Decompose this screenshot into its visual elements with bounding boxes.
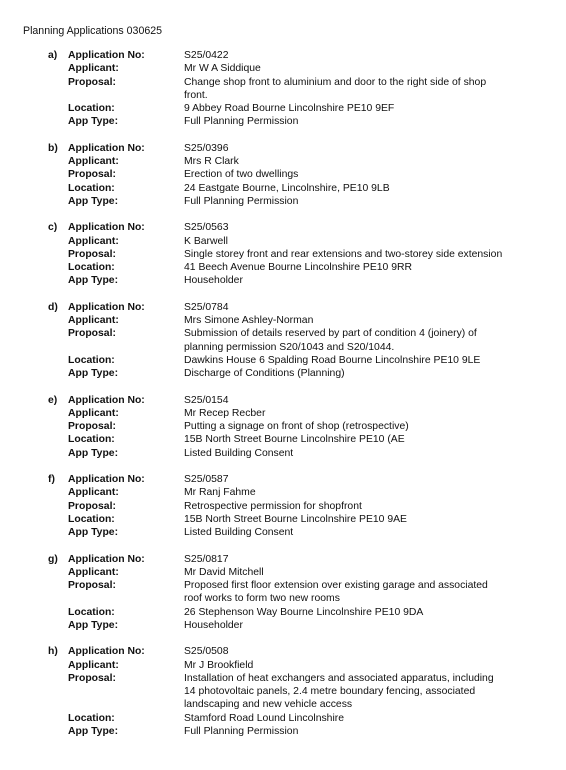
applicant-label: Applicant: (68, 156, 119, 168)
proposal-value (184, 248, 529, 261)
location-row (0, 182, 566, 195)
location-value: 24 Eastgate Bourne, Lincolnshire, PE10 9LB (184, 182, 390, 194)
proposal-row (0, 327, 566, 354)
location-value: Stamford Road Lound Lincolnshire (184, 712, 344, 724)
applicant-value: Mr David Mitchell (184, 566, 264, 578)
application-entry (0, 221, 566, 287)
application-number-value: S25/0422 (184, 50, 229, 61)
application-number-value: S25/0396 (184, 142, 229, 154)
application-number-row (0, 301, 566, 314)
proposal-line: Change shop front to aluminium and door to the right side of shop (184, 76, 487, 88)
applicant-row (0, 486, 566, 499)
application-number-row (0, 394, 566, 407)
application-number-label: Application No: (68, 553, 145, 565)
proposal-line: 14 photovoltaic panels, 2.4 metre boundary fencing, associated (184, 686, 476, 698)
application-number-label: Application No: (68, 142, 145, 154)
application-number-row (0, 553, 566, 566)
proposal-line: front. (184, 89, 208, 101)
applicant-label: Applicant: (68, 235, 119, 247)
location-label: Location: (68, 606, 115, 618)
document-title: Planning Applications 030625 (23, 25, 163, 37)
application-entry (0, 301, 566, 381)
app-type-label: App Type: (68, 275, 119, 287)
location-label: Location: (68, 354, 115, 366)
location-value: Dawkins House 6 Spalding Road Bourne Lincolnshire PE10 9LE (184, 354, 481, 366)
application-entry (0, 142, 566, 208)
application-number-value: S25/0154 (184, 394, 229, 406)
proposal-line: Installation of heat exchangers and associated apparatus, including (184, 672, 494, 684)
proposal-label: Proposal: (68, 328, 116, 340)
proposal-label: Proposal: (68, 672, 116, 684)
entry-letter: a) (48, 50, 58, 61)
location-row (0, 513, 566, 526)
location-value: 26 Stephenson Way Bourne Lincolnshire PE10 9DA (184, 606, 424, 618)
applicant-value: Mr J Brookfield (184, 659, 254, 671)
proposal-line: Erection of two dwellings (184, 169, 299, 181)
app-type-row (0, 526, 566, 539)
application-number-row (0, 473, 566, 486)
application-number-value: S25/0587 (184, 474, 229, 486)
applicant-label: Applicant: (68, 566, 119, 578)
location-value: 41 Beech Avenue Bourne Lincolnshire PE10 9RR (184, 262, 412, 274)
entry-letter: g) (48, 553, 58, 565)
app-type-value: Householder (184, 275, 243, 287)
app-type-label: App Type: (68, 527, 119, 539)
app-type-row (0, 195, 566, 208)
proposal-label: Proposal: (68, 248, 116, 260)
app-type-row (0, 619, 566, 632)
location-label: Location: (68, 103, 115, 115)
entry-letter: h) (48, 646, 58, 658)
applications-list (0, 49, 566, 751)
location-row (0, 102, 566, 115)
app-type-row (0, 274, 566, 287)
applicant-value: Mrs R Clark (184, 156, 239, 168)
location-value: 9 Abbey Road Bourne Lincolnshire PE10 9EF (184, 103, 395, 115)
applicant-label: Applicant: (68, 407, 119, 419)
location-label: Location: (68, 262, 115, 274)
applicant-value: Mr Ranj Fahme (184, 487, 256, 499)
location-label: Location: (68, 712, 115, 724)
applicant-label: Applicant: (68, 487, 119, 499)
location-label: Location: (68, 513, 115, 525)
proposal-value (184, 500, 529, 513)
application-number-value: S25/0508 (184, 646, 229, 658)
proposal-line: landscaping and new vehicle access (184, 699, 353, 711)
applicant-row (0, 659, 566, 672)
application-entry (0, 49, 566, 129)
proposal-label: Proposal: (68, 76, 116, 88)
location-value: 15B North Street Bourne Lincolnshire PE10 (AE (184, 434, 405, 446)
proposal-row (0, 579, 566, 606)
app-type-label: App Type: (68, 726, 119, 738)
entry-letter: c) (48, 222, 58, 234)
proposal-line: Proposed first floor extension over existing garage and associated (184, 580, 488, 592)
entry-letter: e) (48, 394, 58, 406)
app-type-label: App Type: (68, 116, 119, 128)
applicant-row (0, 566, 566, 579)
proposal-value (184, 420, 529, 433)
proposal-value (184, 579, 529, 606)
application-entry (0, 394, 566, 460)
applicant-row (0, 62, 566, 75)
application-entry (0, 553, 566, 633)
app-type-label: App Type: (68, 447, 119, 459)
application-number-row (0, 49, 566, 62)
app-type-value: Listed Building Consent (184, 447, 294, 459)
entry-letter: b) (48, 142, 58, 154)
applicant-value: Mr W A Siddique (184, 63, 261, 75)
proposal-value (184, 76, 529, 103)
application-number-label: Application No: (68, 394, 145, 406)
application-entry (0, 473, 566, 539)
application-number-value: S25/0784 (184, 301, 229, 313)
proposal-row (0, 672, 566, 712)
location-row (0, 606, 566, 619)
location-row (0, 712, 566, 725)
application-entry (0, 645, 566, 738)
proposal-label: Proposal: (68, 500, 116, 512)
application-number-label: Application No: (68, 301, 145, 313)
applicant-value: Mr Recep Recber (184, 407, 266, 419)
application-number-row (0, 645, 566, 658)
app-type-value: Full Planning Permission (184, 195, 299, 207)
applicant-row (0, 155, 566, 168)
proposal-line: roof works to form two new rooms (184, 593, 340, 605)
app-type-row (0, 115, 566, 128)
app-type-row (0, 447, 566, 460)
app-type-row (0, 367, 566, 380)
proposal-line: Putting a signage on front of shop (retrospective) (184, 421, 409, 433)
app-type-label: App Type: (68, 195, 119, 207)
proposal-value (184, 672, 529, 712)
location-row (0, 433, 566, 446)
proposal-line: Submission of details reserved by part of condition 4 (joinery) of (184, 328, 477, 340)
application-number-label: Application No: (68, 474, 145, 486)
applicant-row (0, 314, 566, 327)
entry-letter: f) (48, 474, 55, 486)
proposal-row (0, 168, 566, 181)
location-row (0, 261, 566, 274)
application-number-row (0, 142, 566, 155)
proposal-line: Retrospective permission for shopfront (184, 500, 362, 512)
proposal-label: Proposal: (68, 169, 116, 181)
proposal-label: Proposal: (68, 421, 116, 433)
entry-letter: d) (48, 301, 58, 313)
applicant-label: Applicant: (68, 315, 119, 327)
app-type-value: Full Planning Permission (184, 116, 299, 128)
app-type-value: Householder (184, 619, 243, 631)
app-type-label: App Type: (68, 368, 119, 380)
proposal-row (0, 248, 566, 261)
applicant-value: K Barwell (184, 235, 228, 247)
app-type-row (0, 725, 566, 738)
location-label: Location: (68, 182, 115, 194)
applicant-label: Applicant: (68, 659, 119, 671)
proposal-line: planning permission S20/1043 and S20/1044. (184, 341, 395, 353)
proposal-row (0, 500, 566, 513)
applicant-label: Applicant: (68, 63, 119, 75)
application-number-label: Application No: (68, 646, 145, 658)
proposal-label: Proposal: (68, 580, 116, 592)
application-number-value: S25/0817 (184, 553, 229, 565)
proposal-line: Single storey front and rear extensions and two-storey side extension (184, 248, 503, 260)
applicant-row (0, 407, 566, 420)
app-type-value: Full Planning Permission (184, 726, 299, 738)
application-number-label: Application No: (68, 222, 145, 234)
app-type-value: Discharge of Conditions (Planning) (184, 368, 345, 380)
app-type-value: Listed Building Consent (184, 527, 294, 539)
location-label: Location: (68, 434, 115, 446)
application-number-value: S25/0563 (184, 222, 229, 234)
proposal-row (0, 76, 566, 103)
applicant-row (0, 235, 566, 248)
applicant-value: Mrs Simone Ashley-Norman (184, 315, 314, 327)
proposal-value (184, 327, 529, 354)
location-row (0, 354, 566, 367)
app-type-label: App Type: (68, 619, 119, 631)
location-value: 15B North Street Bourne Lincolnshire PE10 9AE (184, 513, 407, 525)
proposal-value (184, 168, 529, 181)
application-number-row (0, 221, 566, 234)
proposal-row (0, 420, 566, 433)
application-number-label: Application No: (68, 50, 145, 61)
